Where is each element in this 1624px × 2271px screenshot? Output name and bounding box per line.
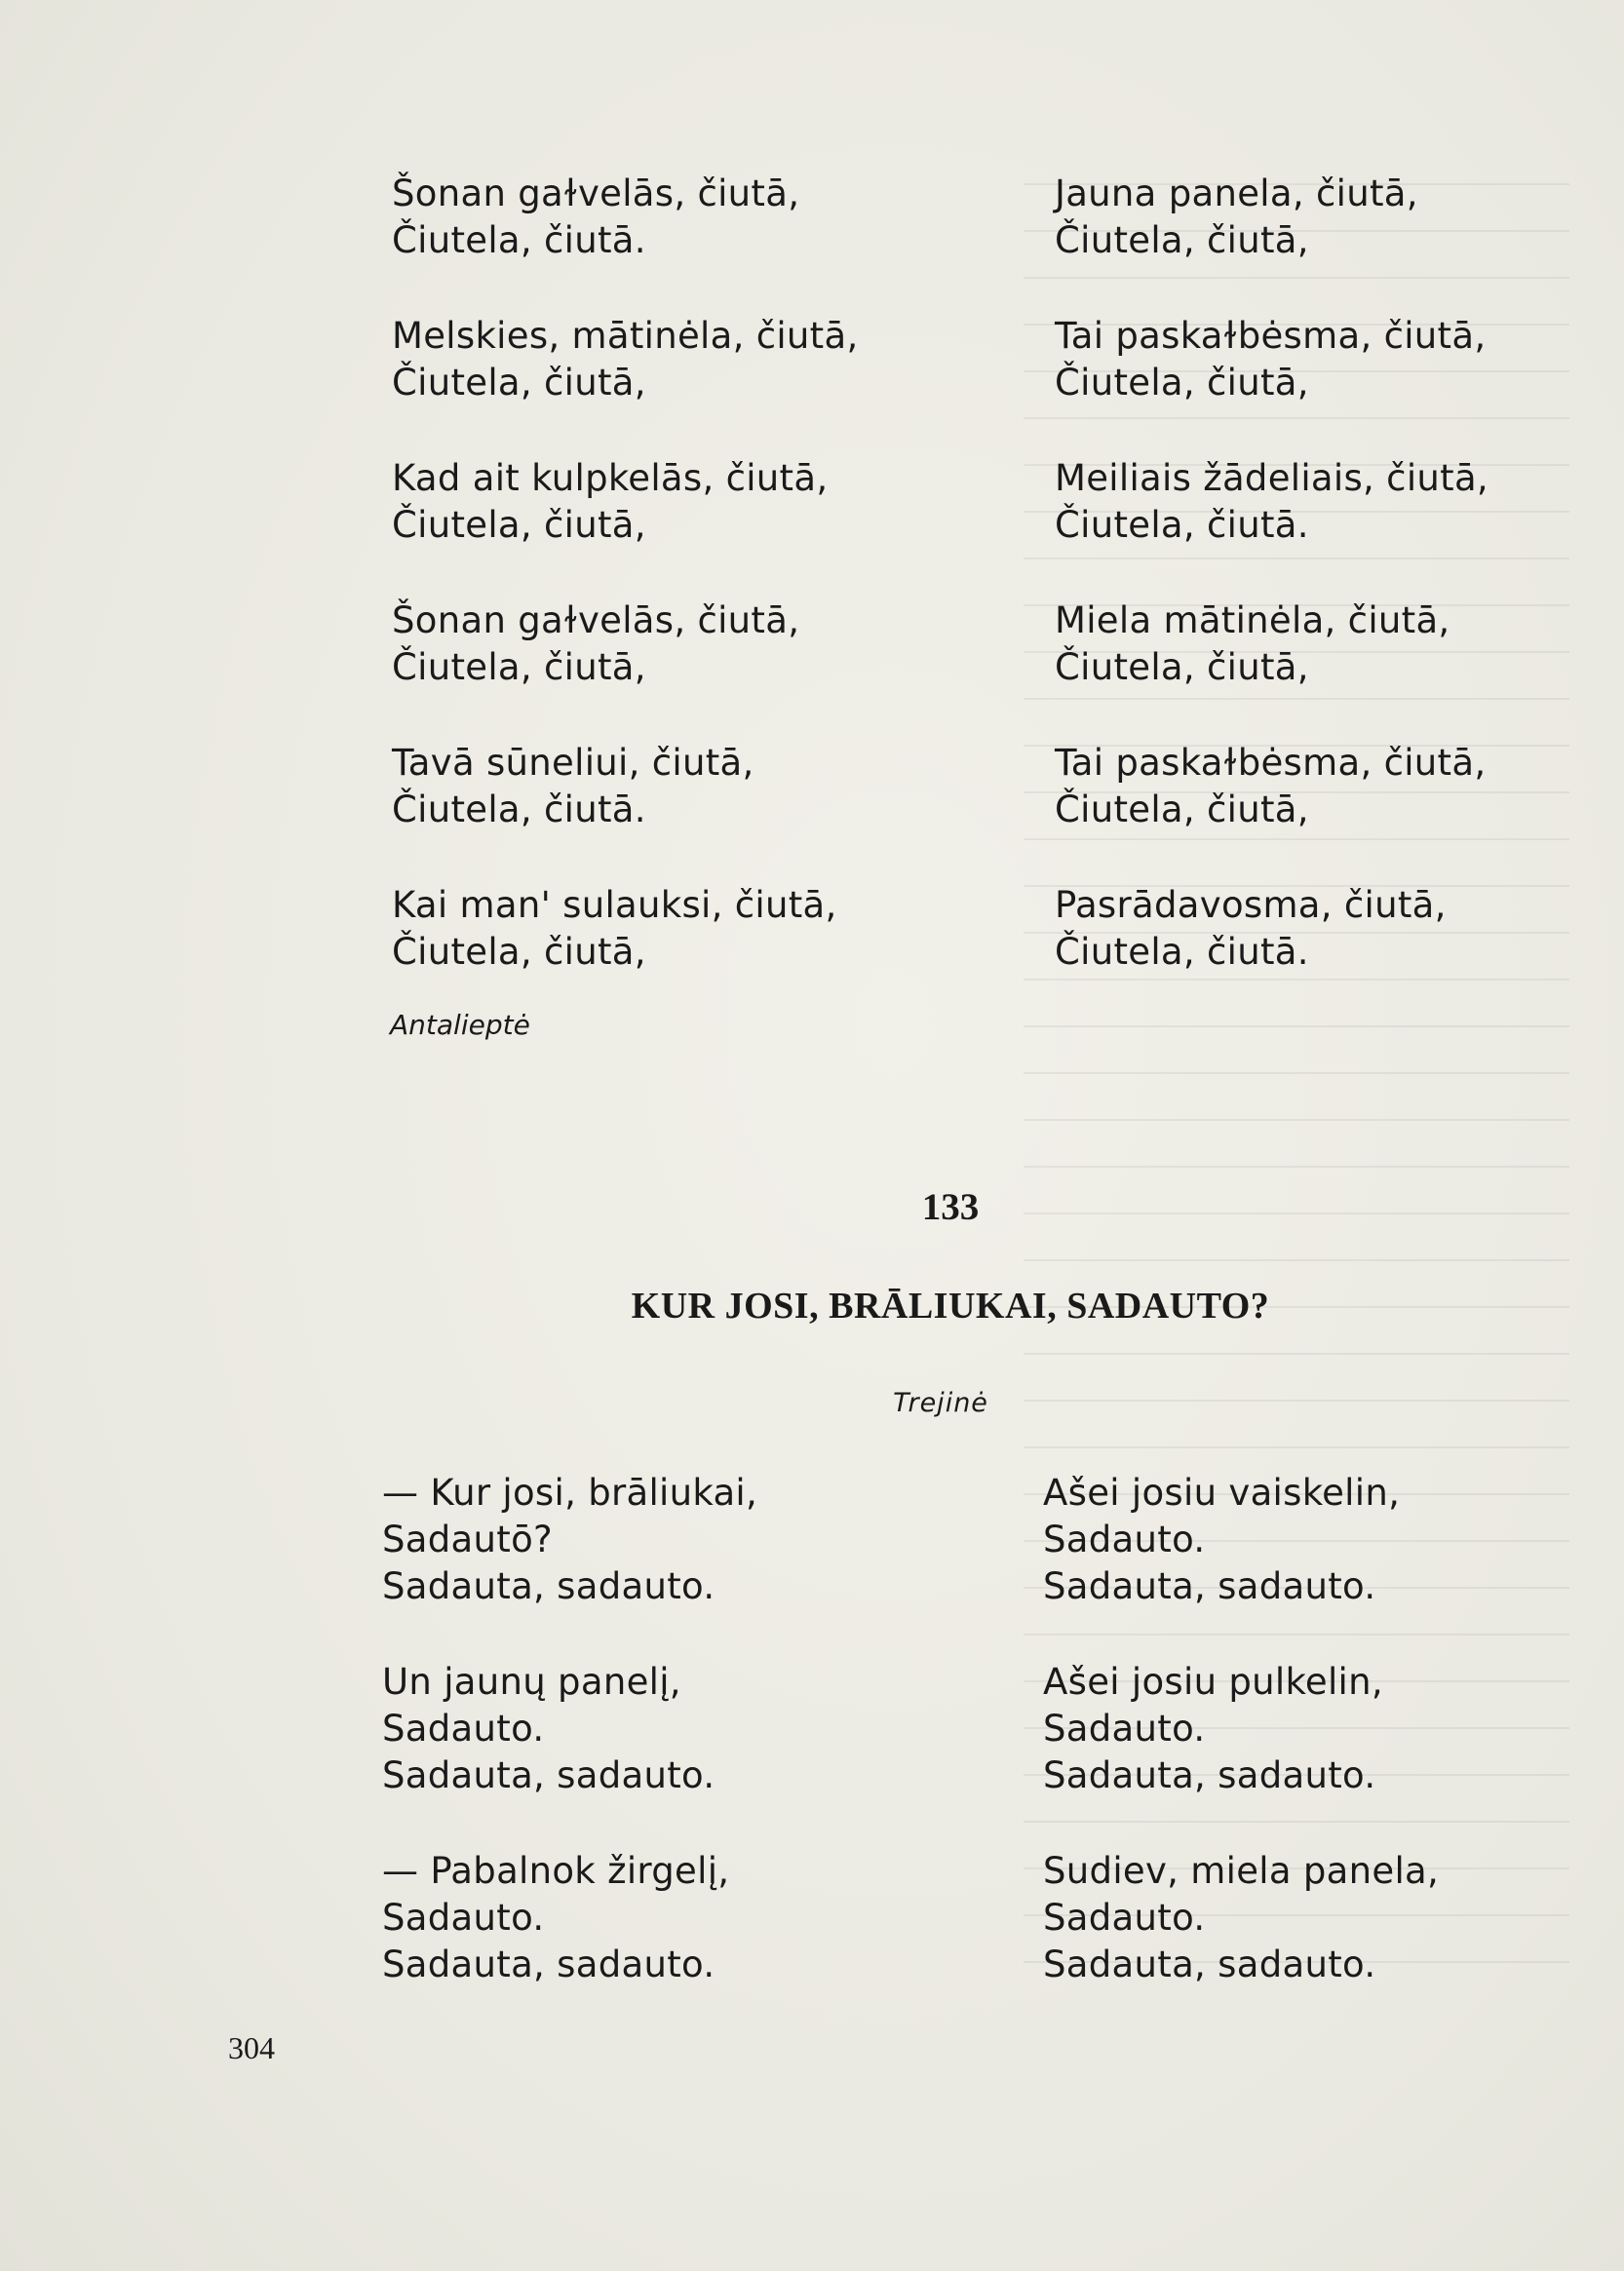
stanza [1043,1470,1439,1610]
verse-line: Sadauto. [1043,1897,1206,1939]
verse-line: — Kur josi, brāliukai, [382,1472,758,1514]
verse-line: Ašei josiu vaiskelin, [1043,1472,1401,1514]
verse-line: Un jaunų panelį, [382,1661,681,1703]
verse-line: Tai paskaɫbėsma, čiutā, [1055,315,1487,357]
stanza [1055,740,1489,833]
stanza [392,171,859,264]
verse-line: Sadauta, sadauto. [1043,1754,1376,1796]
stanza [1043,1659,1439,1799]
verse-line: Čiutela, čiutā. [1055,504,1309,546]
verse-line: Pasrādavosma, čiutā, [1055,884,1447,926]
song-title: KUR JOSI, BRĀLIUKAI, SADAUTO? [631,1286,1270,1327]
song-source-location: Antalieptė [390,1009,530,1041]
stanza [1055,171,1489,264]
verse-line: Šonan gaɫvelās, čiutā, [392,599,800,641]
stanza [392,882,859,976]
verse-line: Sadauto. [1043,1708,1206,1750]
stanza [1055,882,1489,976]
verse-line: Jauna panela, čiutā, [1055,173,1418,214]
verse-line: Meiliais žādeliais, čiutā, [1055,457,1489,499]
stanza [392,455,859,549]
song-number: 133 [921,1186,980,1228]
verse-line: Čiutela, čiutā, [1055,219,1309,261]
verse-line: Melskies, mātinėla, čiutā, [392,315,859,357]
verse-line: Ašei josiu pulkelin, [1043,1661,1383,1703]
verse-line: — Pabalnok žirgelį, [382,1850,730,1892]
verse-line: Kad ait kulpkelās, čiutā, [392,457,829,499]
verse-line: Sadautō? [382,1519,553,1560]
verse-line: Sadauta, sadauto. [1043,1565,1376,1607]
verse-line: Miela mātinėla, čiutā, [1055,599,1450,641]
previous-song-left-column [392,171,859,1024]
verse-line: Šonan gaɫvelās, čiutā, [392,173,800,214]
stanza [382,1659,757,1799]
verse-line: Sadauta, sadauto. [382,1944,715,1985]
verse-line: Čiutela, čiutā, [1055,362,1309,404]
stanza [1043,1848,1439,1988]
verse-line: Čiutela, čiutā, [392,931,646,973]
song-left-column [382,1470,757,2037]
verse-line: Kai man' sulauksi, čiutā, [392,884,837,926]
verse-line: Čiutela, čiutā. [392,789,646,830]
previous-song-right-column [1055,171,1489,1024]
verse-line: Sadauto. [382,1897,545,1939]
verse-line: Sadauta, sadauto. [382,1754,715,1796]
stanza [1055,597,1489,691]
verse-line: Čiutela, čiutā, [1055,646,1309,688]
verse-line: Sadauta, sadauto. [1043,1944,1376,1985]
stanza [392,597,859,691]
verse-line: Čiutela, čiutā, [392,362,646,404]
verse-line: Sadauto. [382,1708,545,1750]
verse-line: Čiutela, čiutā. [392,219,646,261]
verse-line: Čiutela, čiutā. [1055,931,1309,973]
verse-line: Sadauto. [1043,1519,1206,1560]
stanza [1055,455,1489,549]
stanza [382,1470,757,1610]
verse-line: Sadauta, sadauto. [382,1565,715,1607]
verse-line: Čiutela, čiutā, [392,504,646,546]
song-right-column [1043,1470,1439,2037]
verse-line: Tavā sūneliui, čiutā, [392,742,754,784]
stanza [382,1848,757,1988]
song-genre: Trejinė [893,1388,988,1418]
verse-line: Sudiev, miela panela, [1043,1850,1440,1892]
verse-line: Čiutela, čiutā, [1055,789,1309,830]
stanza [392,740,859,833]
verse-line: Čiutela, čiutā, [392,646,646,688]
page-number: 304 [228,2030,275,2065]
stanza [1055,313,1489,406]
stanza [392,313,859,406]
verse-line: Tai paskaɫbėsma, čiutā, [1055,742,1487,784]
